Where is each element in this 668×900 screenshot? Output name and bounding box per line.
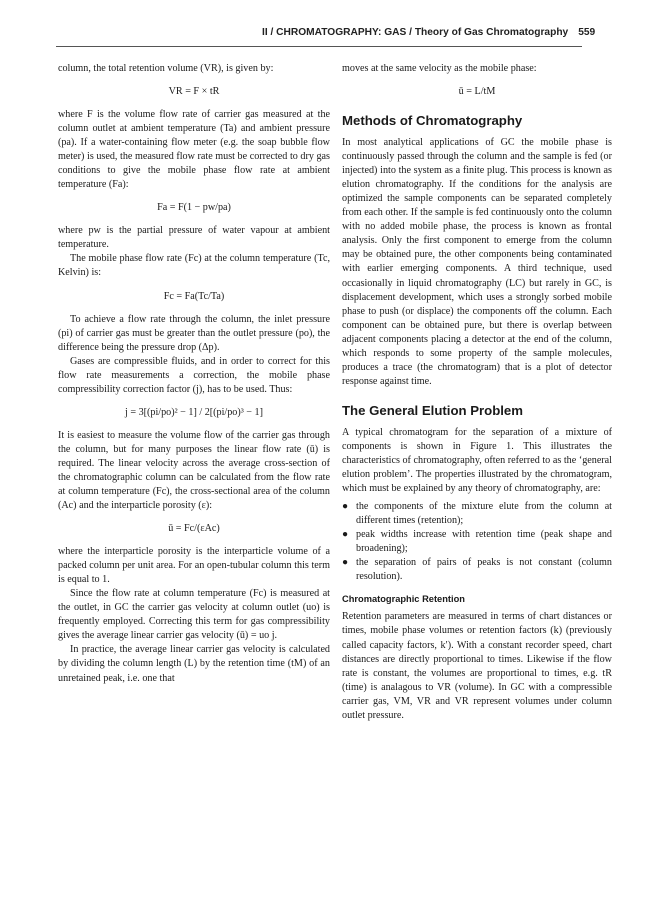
bullet-icon: ● bbox=[342, 501, 349, 513]
right-paragraph-4: Retention parameters are measured in terms of chart distances or times, mobile phase volumes or retention factors (k) (previously called capacity factors, k′). With a constant recorder speed, chart distances are directly proportional to times. Likewise if the flow rate is constant, the volumes are proportional to times, e.g. tR (time) is analagous to VR (volume). In GC with a compressible carrier gas, VM, VR and VR represent volumes under column outlet pressure. bbox=[342, 611, 612, 721]
equation-average-velocity: ū = L/tM bbox=[458, 86, 496, 98]
left-paragraph-9: Since the flow rate at column temperature (Fc) is measured at the outlet, in GC the carrier gas velocity at column outlet (uo) is frequently employed. Correcting this term for gas compressibility gives the average linear carrier gas velocity (ū) = uo j. bbox=[58, 588, 330, 642]
equation-compressibility: j = 3[(pi/po)² − 1] / 2[(pi/po)³ − 1] bbox=[125, 406, 263, 418]
list-item bbox=[342, 556, 612, 584]
left-paragraph-7: It is easiest to measure the volume flow of the carrier gas through the column, but for many purposes the linear flow rate (ū) is required. The linear velocity across the average cross-section of the chromatographic column can be calculated from the flow rate at column temperature (Fc), the cross-sectional area of the column (Ac) and the interparticle porosity (ε): bbox=[58, 429, 330, 512]
bullet-icon: ● bbox=[342, 557, 349, 569]
equation-column-flow: Fc = Fa(Tc/Ta) bbox=[163, 290, 225, 302]
list-item-text: the components of the mixture elute from the column at different times (retention); bbox=[356, 501, 612, 527]
running-head-title: II / CHROMATOGRAPHY: GAS / Theory of Gas Chromatography bbox=[262, 27, 569, 38]
list-item-text: peak widths increase with retention time (peak shape and broadening); bbox=[356, 529, 612, 555]
left-paragraph-10: In practice, the average linear carrier gas velocity is calculated by dividing the column length (L) by the retention time (tM) of an unretained peak, i.e. one that bbox=[58, 644, 330, 684]
heading-general-elution: The General Elution Problem bbox=[342, 402, 523, 418]
equation-retention-volume: VR = F × tR bbox=[168, 86, 220, 98]
left-column bbox=[58, 62, 330, 686]
heading-retention: Chromatographic Retention bbox=[342, 594, 465, 605]
header-rule bbox=[56, 46, 582, 47]
list-item bbox=[342, 500, 612, 528]
right-paragraph-1: moves at the same velocity as the mobile phase: bbox=[342, 63, 537, 74]
left-paragraph-8: where the interparticle porosity is the interparticle volume of a packed column per unit area. For an open-tubular column this term is equal to 1. bbox=[58, 546, 330, 586]
right-paragraph-3: A typical chromatogram for the separation of a mixture of components is shown in Figure 1. This illustrates the characteristics of chromatography, often referred to as the ‘general elution problem’. The properties illustrated by the chromatogram, which must be explained by any theory of chromatography, are: bbox=[342, 426, 612, 495]
page-number: 559 bbox=[578, 27, 596, 38]
properties-list bbox=[342, 500, 612, 584]
list-item-text: the separation of pairs of peaks is not constant (column resolution). bbox=[356, 557, 612, 583]
left-paragraph-3: where pw is the partial pressure of water vapour at ambient temperature. bbox=[58, 225, 330, 251]
left-paragraph-2: where F is the volume flow rate of carrier gas measured at the column outlet at ambient temperature (Ta) and ambient pressure (pa). If a water-containing flow meter (e.g. the soap bubble flow meter) is used, the measured flow rate must be corrected to dry gas conditions to give the mobile phase flow rate at ambient temperature (Fa): bbox=[58, 109, 330, 191]
running-head bbox=[262, 27, 596, 43]
heading-methods: Methods of Chromatography bbox=[342, 113, 523, 129]
bullet-icon: ● bbox=[342, 529, 349, 541]
list-item bbox=[342, 528, 612, 556]
equation-linear-velocity: ū = Fc/(εAc) bbox=[168, 523, 220, 535]
left-paragraph-6: Gases are compressible fluids, and in order to correct for this flow rate measurements a correction, the mobile phase compressibility correction factor (j), has to be used. Thus: bbox=[58, 355, 330, 395]
right-column bbox=[342, 62, 612, 723]
left-paragraph-1: column, the total retention volume (VR), is given by: bbox=[58, 63, 274, 74]
left-paragraph-4: The mobile phase flow rate (Fc) at the column temperature (Tc, Kelvin) is: bbox=[58, 253, 330, 279]
right-paragraph-2: In most analytical applications of GC the mobile phase is continuously passed through the column and the sample is fed (or injected) into the system as a finite plug. This process is known as elution chromatography. If the conditions for the analysis are optimized the sample components can be separated completely from each other. If the sample is fed continuously onto the column with no added mobile phase, the process is known as frontal analysis. Only the first component to emerge from the column may be obtained pure, the other components being contaminated with earlier emerging components. A third technique, used occasionally in liquid chromatography (LC) but rarely in GC, is displacement development, which uses a strongly sorbed mobile phase to push (or displace) the components off the column. Each component can be obtained pure, but there is overlap between adjacent components placing a detector at the end of the column, which responds to some property of the sample molecules, produces a trace (the chromatogram) that is a plot of detector response against time. bbox=[342, 137, 612, 387]
left-paragraph-5: To achieve a flow rate through the column, the inlet pressure (pi) of carrier gas must be greater than the outlet pressure (po), the difference being the pressure drop (Δp). bbox=[58, 313, 330, 353]
equation-ambient-flow: Fa = F(1 − pw/pa) bbox=[157, 202, 231, 214]
